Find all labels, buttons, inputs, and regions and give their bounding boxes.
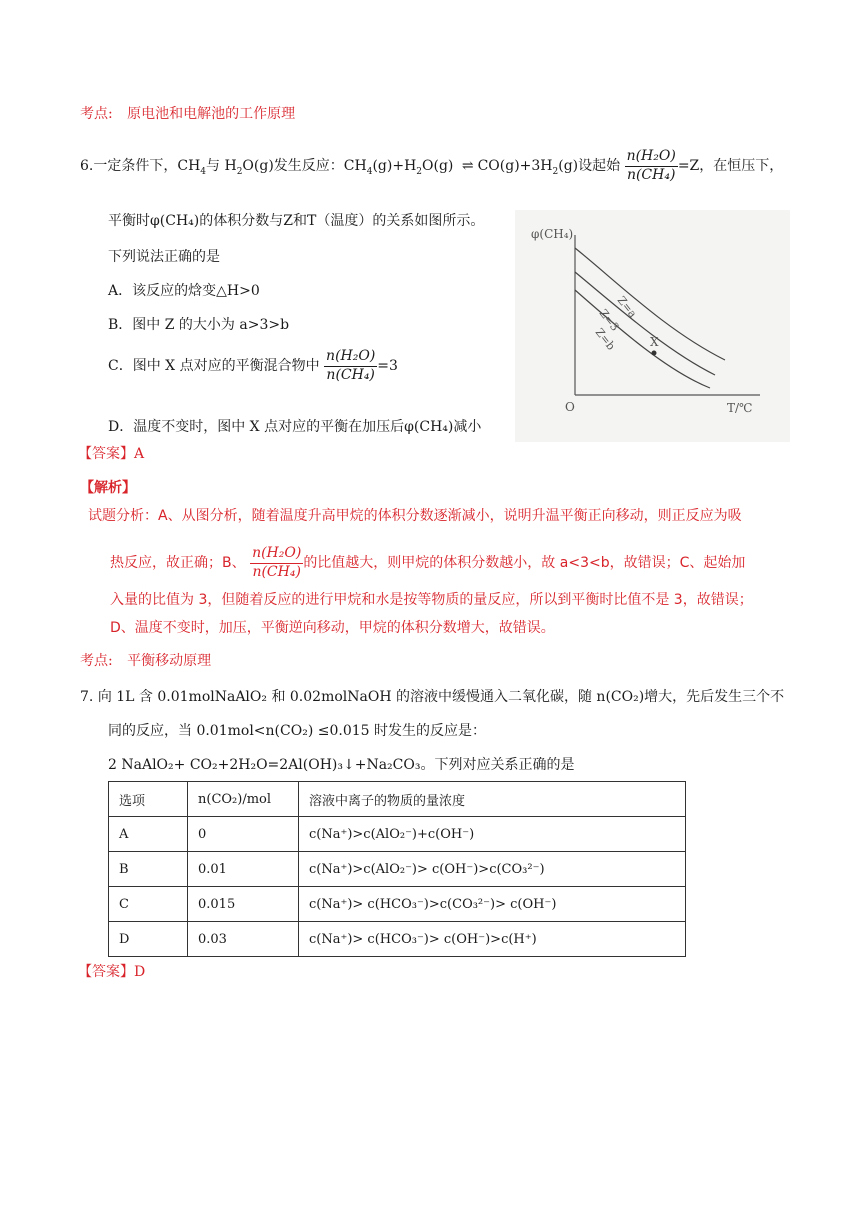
table-cell: c(Na⁺)> c(HCO₃⁻)> c(OH⁻)>c(H⁺): [299, 922, 686, 957]
table-header-row: [109, 782, 686, 817]
point-x-label: X: [650, 335, 659, 349]
table-cell: 0: [188, 817, 299, 852]
q6-text-f: CO(g)+3H: [477, 158, 553, 174]
fraction-denominator: n(CH₄): [626, 166, 676, 183]
table-cell: c(Na⁺)> c(HCO₃⁻)>c(CO₃²⁻)> c(OH⁻): [299, 887, 686, 922]
q6-analysis-title: 【解析】: [80, 480, 136, 496]
table-row: [109, 922, 686, 957]
x-axis-label: T/℃: [727, 401, 753, 415]
curve-label-z-3: Z=3: [596, 306, 622, 334]
fraction-numerator: n(H₂O): [625, 148, 678, 167]
table-cell: 0.015: [188, 887, 299, 922]
q6-kaodian: [80, 650, 211, 670]
analysis-line-1: 试题分析：A、从图分析，随着温度升高甲烷的体积分数逐渐减小，说明升温平衡正向移动，则正反应为吸: [88, 508, 742, 524]
kaodian-text: 平衡移动原理: [127, 653, 212, 669]
q6-number: 6.: [80, 158, 94, 174]
table-header-cell: 选项: [109, 782, 188, 817]
q6-answer: 【答案】A: [78, 446, 145, 462]
y-axis-label: φ(CH₄): [531, 227, 574, 241]
option-c-fraction: [324, 348, 377, 384]
table-cell: 0.03: [188, 922, 299, 957]
table-cell: C: [109, 887, 188, 922]
kaodian-label: 考点:: [80, 106, 113, 122]
q6-text-g: (g)设起始: [558, 158, 621, 174]
table-cell: c(Na⁺)>c(AlO₂⁻)+c(OH⁻): [299, 817, 686, 852]
equilibrium-arrow-icon: ⇌: [461, 158, 474, 174]
q6-option-a: A．该反应的焓变△H>0: [108, 283, 260, 299]
kaodian-label: 考点:: [80, 653, 113, 669]
table-cell: D: [109, 922, 188, 957]
q7-line2: 同的反应，当 0.01mol<n(CO₂) ≤0.015 时发生的反应是：: [108, 723, 486, 739]
origin-label: O: [565, 400, 575, 414]
analysis-fraction: [250, 545, 303, 581]
q5-kaodian: [80, 103, 295, 123]
q7-answer: 【答案】D: [78, 964, 146, 980]
table-header-cell: 溶液中离子的物质的量浓度: [299, 782, 686, 817]
analysis-line-3: 入量的比值为 3，但随着反应的进行甲烷和水是按等物质的量反应，所以到平衡时比值不是 3，故错误；: [110, 592, 753, 608]
q7-line1: [80, 686, 784, 706]
table-cell: 0.01: [188, 852, 299, 887]
option-c-text: C．图中 X 点对应的平衡混合物中: [108, 358, 320, 374]
phi-vs-temperature-figure: [515, 210, 790, 442]
table-row: [109, 817, 686, 852]
q6-text-a: 一定条件下，CH: [93, 158, 201, 174]
q6-text-d: (g)+H: [372, 158, 417, 174]
table-row: [109, 852, 686, 887]
q7-number: 7.: [80, 689, 94, 705]
q6-option-d: D．温度不变时，图中 X 点对应的平衡在加压后φ(CH₄)减小: [108, 419, 482, 435]
q6-option-b: B．图中 Z 的大小为 a>3>b: [108, 317, 290, 333]
analysis-line-4: D、温度不变时，加压，平衡逆向移动，甲烷的体积分数增大，故错误。: [110, 620, 555, 636]
table-cell: c(Na⁺)>c(AlO₂⁻)> c(OH⁻)>c(CO₃²⁻): [299, 852, 686, 887]
q6-text-c: O(g)发生反应：CH: [242, 158, 367, 174]
q6-line2: 平衡时φ(CH₄)的体积分数与Z和T（温度）的关系如图所示。: [108, 213, 485, 229]
q6-option-c: [108, 348, 398, 384]
table-header-cell: n(CO₂)/mol: [188, 782, 299, 817]
point-x: [652, 351, 657, 356]
analysis-line-2-b: 的比值越大，则甲烷的体积分数越小，故 a<3<b，故错误；C、起始加: [303, 555, 746, 571]
curve-label-z-a: Z=a: [614, 293, 640, 321]
q6-text-h: =Z，在恒压下，: [677, 158, 784, 174]
table-cell: A: [109, 817, 188, 852]
analysis-line-2: [110, 545, 745, 581]
q7-line3: 2 NaAlO₂+ CO₂+2H₂O=2Al(OH)₃↓+Na₂CO₃。下列对应关系正确的是: [108, 757, 575, 773]
q6-text-b: 与 H: [206, 158, 237, 174]
fraction-denominator: n(CH₄): [326, 366, 375, 383]
table-cell: B: [109, 852, 188, 887]
fraction-numerator: n(H₂O): [250, 545, 303, 564]
option-c-value: =3: [377, 358, 398, 374]
q6-text-e: O(g): [422, 158, 454, 174]
table-row: [109, 887, 686, 922]
q7-line1-text: 向 1L 含 0.01molNaAlO₂ 和 0.02molNaOH 的溶液中缓慢通入二氧化碳，随 n(CO₂)增大，先后发生三个不: [97, 689, 785, 705]
kaodian-text: 原电池和电解池的工作原理: [127, 106, 296, 122]
curve-label-z-b: Z=b: [592, 325, 618, 353]
analysis-line-2-a: 热反应，故正确；B、: [110, 555, 246, 571]
q6-stem: 下列说法正确的是: [108, 249, 220, 265]
q6-line1: 6.一定条件下，$CH_4$与 $H_2O(g)$发生反应：$CH_4(g)+H_2O(g)$ ⇌ $CO(g)+3H_2(g)$设起始 $\frac{\text{n(H₂O)}}{\text{n(CH₄)}}$ =Z，在恒压下，: [80, 148, 784, 183]
fraction-numerator: n(H₂O): [324, 348, 377, 367]
fraction-denominator: n(CH₄): [252, 563, 301, 580]
ratio-fraction: [625, 148, 678, 184]
q7-table: [108, 781, 686, 957]
